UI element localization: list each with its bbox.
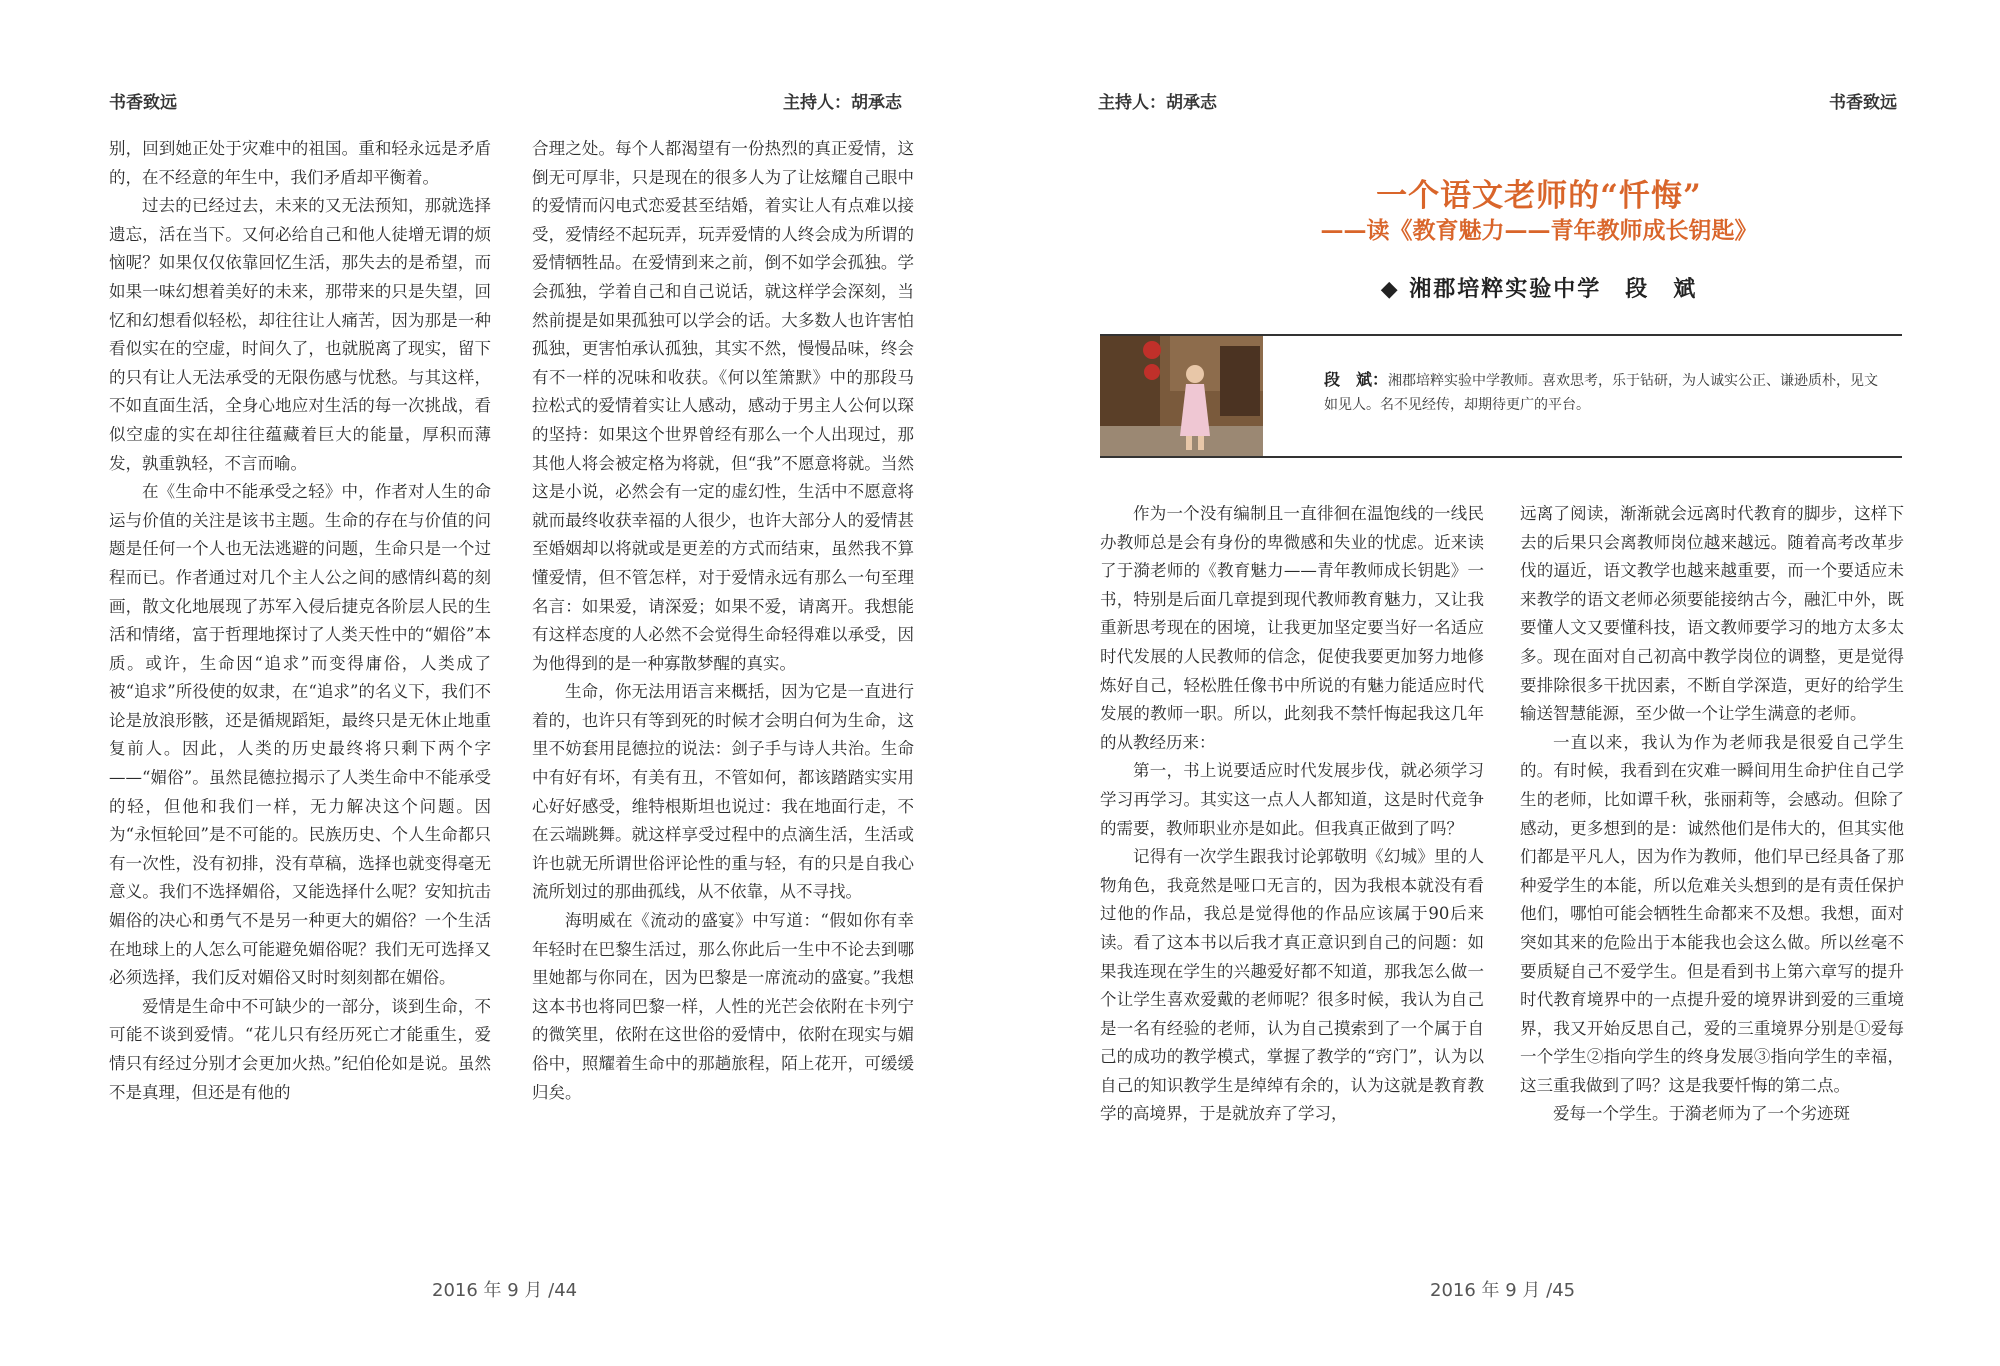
paragraph: 在《生命中不能承受之轻》中，作者对人生的命运与价值的关注是该书主题。生命的存在与价值的问题是任何一个人也无法逃避的问题，生命只是一个过程而已。作者通过对几个主人公之间的感情纠葛的刻画，散文化地展现了苏军入侵后捷克各阶层人民的生活和情绪，富于哲理地探讨了人类天性中的“媚俗”本质。或许，生命因“追求”而变得庸俗，人类成了被“追求”所役使的奴隶，在“追求”的名义下，我们不论是放浪形骸，还是循规蹈矩，最终只是无休止地重复前人。因此，人类的历史最终将只剩下两个字——“媚俗”。虽然昆德拉揭示了人类生命中不能承受的轻，但他和我们一样，无力解决这个问题。因为“永恒轮回”是不可能的。民族历史、个人生命都只有一次性，没有初排，没有草稿，选择也就变得毫无意义。我们不选择媚俗，又能选择什么呢？安知抗击媚俗的决心和勇气不是另一种更大的媚俗？一个生活在地球上的人怎么可能避免媚俗呢？我们无可选择又必须选择，我们反对媚俗又时时刻刻都在媚俗。 [109,482,491,988]
right-column-1 [1100,500,1484,1129]
paragraph: 爱每一个学生。于漪老师为了一个劣迹斑 [1553,1104,1850,1124]
paragraph: 合理之处。每个人都渴望有一份热烈的真正爱情，这倒无可厚非，只是现在的很多人为了让炫耀自己眼中的爱情而闪电式恋爱甚至结婚，着实让人有点难以接受，爱情经不起玩弄，玩弄爱情的人终会成为所谓的爱情牺牲品。在爱情到来之前，倒不如学会孤独。学会孤独，学着自己和自己说话，就这样学会深刻，当然前提是如果孤独可以学会的话。大多数人也许害怕孤独，更害怕承认孤独，其实不然，慢慢品味，终会有不一样的况味和收获。《何以笙箫默》中的那段马拉松式的爱情着实让人感动，感动于男主人公何以琛的坚持：如果这个世界曾经有那么一个人出现过，那其他人将会被定格为将就，但“我”不愿意将就。当然这是小说，必然会有一定的虚幻性，生活中不愿意将就而最终收获幸福的人很少，也许大部分人的爱情甚至婚姻却以将就或是更差的方式而结束，虽然我不算懂爱情，但不管怎样，对于爱情永远有那么一句至理名言：如果爱，请深爱；如果不爱，请离开。我想能有这样态度的人必然不会觉得生命轻得难以承受，因为他得到的是一种寡散梦醒的真实。 [532,139,914,673]
article-title: 一个语文老师的“忏悔” [1376,178,1702,214]
bio-text: 湘郡培粹实验中学教师。喜欢思考，乐于钻研，为人诚实公正、谦逊质朴，见文如见人。名不见经传，却期待更广的平台。 [1324,373,1879,413]
left-column-2 [532,135,914,1107]
paragraph: 海明威在《流动的盛宴》中写道：“假如你有幸年轻时在巴黎生活过，那么你此后一生中不论去到哪里她都与你同在，因为巴黎是一席流动的盛宴。”我想这本书也将同巴黎一样，人性的光芒会依附在卡列宁的微笑里，依附在这世俗的爱情中，依附在现实与媚俗中，照耀着生命中的那趟旅程，陌上花开，可缓缓归矣。 [532,911,914,1102]
article-subtitle: ——读《教育魅力——青年教师成长钥匙》 [1320,217,1758,244]
paragraph: 第一，书上说要适应时代发展步伐，就必须学习学习再学习。其实这一点人人都知道，这是时代竞争的需要，教师职业亦是如此。但我真正做到了吗？ [1100,761,1484,838]
left-header-host: 主持人：胡承志 [783,93,902,113]
paragraph: 一直以来，我认为作为老师我是很爱自己学生的。有时候，我看到在灾难一瞬间用生命护住自己学生的老师，比如谭千秋，张丽莉等，会感动。但除了感动，更多想到的是：诚然他们是伟大的，但其实他们都是平凡人，因为作为教师，他们早已经具备了那种爱学生的本能，所以危难关头想到的是有责任保护他们，哪怕可能会牺牲生命都来不及想。我想，面对突如其来的危险出于本能我也会这么做。所以丝毫不要质疑自己不爱学生。但是看到书上第六章写的提升时代教育境界中的一点提升爱的境界讲到爱的三重境界，我又开始反思自己，爱的三重境界分别是①爱每一个学生②指向学生的终身发展③指向学生的幸福，这三重我做到了吗？这是我要忏悔的第二点。 [1520,732,1904,1095]
author-byline: ◆ 湘郡培粹实验中学 段 斌 [1380,276,1698,302]
left-page-number: 2016 年 9 月 /44 [432,1280,578,1301]
paragraph: 远离了阅读，渐渐就会远离时代教育的脚步，这样下去的后果只会离教师岗位越来越远。随着高考改革步伐的逼近，语文教学也越来越重要，而一个要适应未来教学的语文老师必须要能接纳古今，融汇中外，既要懂人文又要懂科技，语文教师要学习的地方太多太多。现在面对自己初高中教学岗位的调整，更是觉得要排除很多干扰因素，不断自学深造，更好的给学生输送智慧能源，至少做一个让学生满意的老师。 [1520,504,1904,724]
author-photo [1100,336,1263,456]
paragraph: 作为一个没有编制且一直徘徊在温饱线的一线民办教师总是会有身份的卑微感和失业的忧虑。近来读了于漪老师的《教育魅力——青年教师成长钥匙》一书，特别是后面几章提到现代教师教育魅力，又让我重新思考现在的困境，让我更加坚定要当好一名适应时代发展的人民教师的信念，促使我要更加努力地修炼好自己，轻松胜任像书中所说的有魅力能适应时代发展的教师一职。所以，此刻我不禁忏悔起我这几年的从教经历来： [1100,504,1484,752]
left-header-section: 书香致远 [109,93,177,113]
right-page-number: 2016 年 9 月 /45 [1430,1280,1576,1301]
paragraph: 过去的已经过去，未来的又无法预知，那就选择遗忘，活在当下。又何必给自己和他人徒增无谓的烦恼呢？如果仅仅依靠回忆生活，那失去的是希望，而如果一味幻想着美好的未来，那带来的只是失望，回忆和幻想看似轻松，却往往让人痛苦，因为那是一种看似实在的空虚，时间久了，也就脱离了现实，留下的只有让人无法承受的无限伤感与忧愁。与其这样，不如直面生活，全身心地应对生活的每一次挑战，看似空虚的实在却往往蕴藏着巨大的能量，厚积而薄发，孰重孰轻，不言而喻。 [109,196,491,473]
paragraph: 别，回到她正处于灾难中的祖国。重和轻永远是矛盾的，在不经意的年生中，我们矛盾却平衡着。 [109,139,491,187]
right-header-host: 主持人：胡承志 [1098,93,1217,113]
right-header-section: 书香致远 [1829,93,1897,113]
author-bio-box [1100,334,1902,458]
author-bio [1324,368,1884,417]
right-column-2 [1520,500,1904,1129]
paragraph: 记得有一次学生跟我讨论郭敬明《幻城》里的人物角色，我竟然是哑口无言的，因为我根本就没有看过他的作品，我总是觉得他的作品应该属于90后来读。看了这本书以后我才真正意识到自己的问题：如果我连现在学生的兴趣爱好都不知道，那我怎么做一个让学生喜欢爱戴的老师呢？很多时候，我认为自己是一名有经验的老师，认为自己摸索到了一个属于自己的成功的教学模式，掌握了教学的“窍门”，认为以自己的知识教学生是绰绰有余的，认为这就是教育教学的高境界，于是就放弃了学习， [1100,847,1484,1124]
left-column-1 [109,135,491,1107]
paragraph: 生命，你无法用语言来概括，因为它是一直进行着的，也许只有等到死的时候才会明白何为生命，这里不妨套用昆德拉的说法：剑子手与诗人共治。生命中有好有坏，有美有丑，不管如何，都该踏踏实实用心好好感受，维特根斯坦也说过：我在地面行走，不在云端跳舞。就这样享受过程中的点滴生活，生活或许也就无所谓世俗评论性的重与轻，有的只是自我心流所划过的那曲孤线，从不依靠，从不寻找。 [532,682,914,902]
bio-name: 段 斌： [1324,370,1389,389]
paragraph: 爱情是生命中不可缺少的一部分，谈到生命，不可能不谈到爱情。“花儿只有经历死亡才能重生，爱情只有经过分别才会更加火热。”纪伯伦如是说。虽然不是真理，但还是有他的 [109,996,491,1102]
